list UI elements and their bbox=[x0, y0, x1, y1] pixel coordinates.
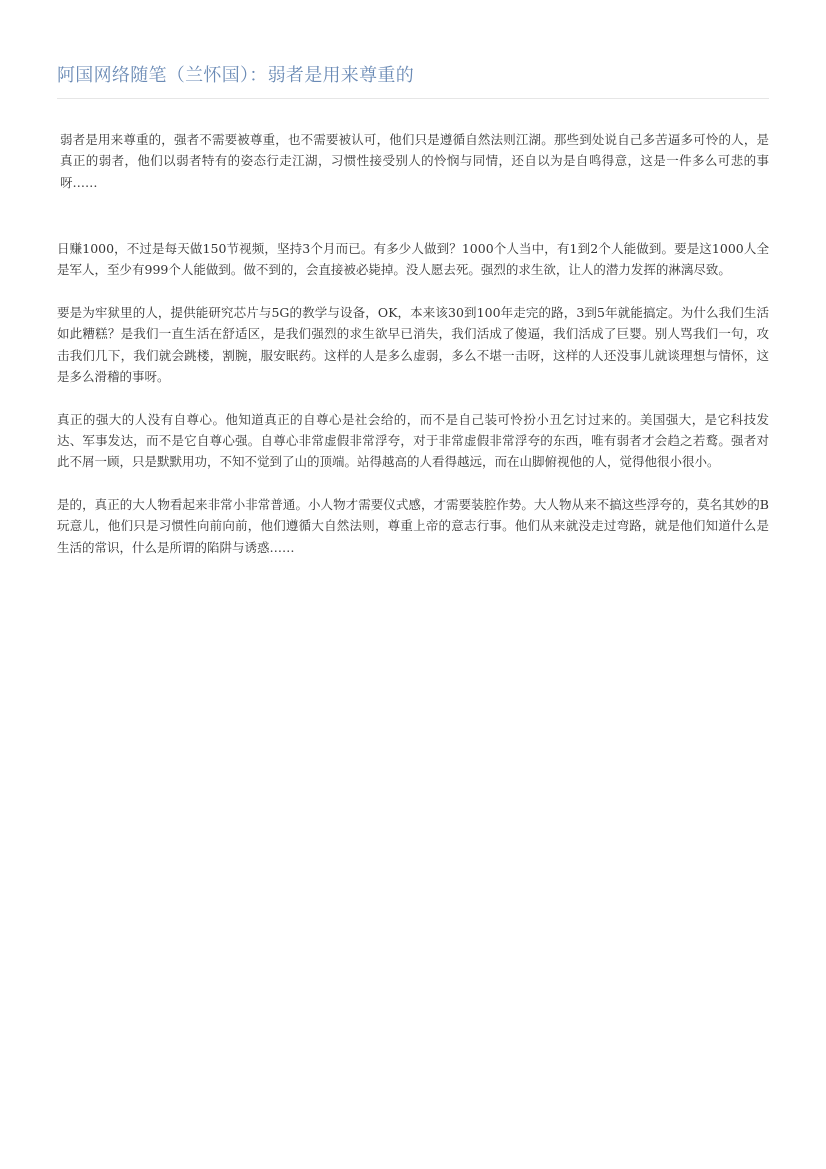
paragraph-spacer bbox=[57, 387, 769, 409]
paragraph-intro: 弱者是用来尊重的，强者不需要被尊重，也不需要被认可，他们只是遵循自然法则江湖。那些到处说自己多苦逼多可怜的人，是真正的弱者，他们以弱者特有的姿态行走江湖，习惯性接受别人的怜悯与同情，还自以为是自鸣得意，这是一件多么可悲的事呀…… bbox=[60, 132, 769, 190]
article-title: 阿国网络随笔（兰怀国）：弱者是用来尊重的 bbox=[57, 65, 414, 86]
article-page bbox=[57, 0, 769, 558]
paragraph-daily-income: 日赚1000，不过是每天做150节视频，坚持3个月而已。有多少人做到？1000个人当中，有1到2个人能做到。要是这1000人全是军人，至少有999个人能做到。做不到的，会直接被必毙掉。没人愿去死。强烈的求生欲，让人的潜力发挥的淋漓尽致。 bbox=[57, 240, 769, 278]
paragraph-spacer bbox=[57, 473, 769, 495]
paragraph-spacer bbox=[57, 193, 769, 238]
paragraph-great-people: 是的，真正的大人物看起来非常小非常普通。小人物才需要仪式感，才需要装腔作势。大人物从来不搞这些浮夸的，莫名其妙的B玩意儿，他们只是习惯性向前向前，他们遵循大自然法则，尊重上帝的意志行事。他们从来就没走过弯路，就是他们知道什么是生活的常识，什么是所谓的陷阱与诱惑…… bbox=[57, 497, 769, 555]
paragraph-self-esteem: 真正的强大的人没有自尊心。他知道真正的自尊心是社会给的，而不是自己装可怜扮小丑乞讨过来的。美国强大，是它科技发达、军事发达，而不是它自尊心强。自尊心非常虚假非常浮夸，对于非常虚假非常浮夸的东西，唯有弱者才会趋之若鹜。强者对此不屑一顾，只是默默用功，不知不觉到了山的顶端。站得越高的人看得越远，而在山脚俯视他的人，觉得他很小很小。 bbox=[57, 411, 769, 470]
paragraph-spacer bbox=[57, 280, 769, 302]
title-divider bbox=[57, 98, 769, 99]
paragraph-prison-education: 要是为牢狱里的人，提供能研究芯片与5G的教学与设备，OK，本来该30到100年走完的路，3到5年就能搞定。为什么我们生活如此糟糕？是我们一直生活在舒适区，是我们强烈的求生欲早已消失，我们活成了傻逼，我们活成了巨婴。别人骂我们一句，攻击我们几下，我们就会跳楼，割腕，服安眠药。这样的人是多么虚弱，多么不堪一击呀，这样的人还没事儿就谈理想与情怀，这是多么滑稽的事呀。 bbox=[57, 304, 769, 384]
article-body bbox=[57, 129, 769, 558]
